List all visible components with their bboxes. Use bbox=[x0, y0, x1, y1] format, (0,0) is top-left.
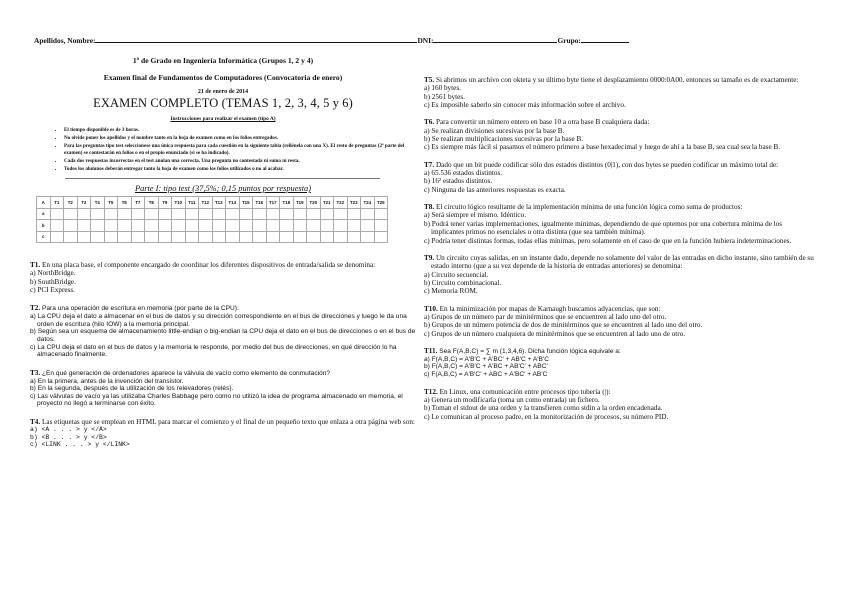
question-number: T1. bbox=[30, 261, 41, 269]
answer-grid-row bbox=[37, 208, 388, 220]
option-b: b) Podrá tener varias implementaciones, igualmente mínimas, dependiendo de que optemos por una cobertura mínima de los implicantes primos no esenciales u otra distinta (que sea también mínima). bbox=[424, 219, 783, 237]
answer-cell[interactable] bbox=[293, 231, 307, 243]
option-b: b) 2561 bytes. bbox=[424, 92, 465, 101]
answer-cell[interactable] bbox=[118, 231, 132, 243]
question-t11 bbox=[424, 347, 816, 379]
answer-cell[interactable] bbox=[239, 231, 253, 243]
exam-title: Examen final de Fundamentos de Computadores (Convocatoria de enero) bbox=[103, 73, 343, 82]
option-a: a) En la primera, antes de la invención del transistor. bbox=[30, 377, 184, 385]
apellidos-field[interactable] bbox=[95, 34, 417, 43]
question-number: T6. bbox=[424, 118, 435, 127]
answer-cell[interactable] bbox=[77, 220, 91, 232]
answer-cell[interactable] bbox=[280, 220, 294, 232]
question-stem: Para una operación de escritura en memoria (por parte de la CPU): bbox=[41, 305, 239, 313]
answer-cell[interactable] bbox=[118, 208, 132, 220]
grupo-field[interactable] bbox=[581, 34, 629, 43]
option-b: b) Toman el stdout de una orden y la transfieren como stdin a la orden encadenada. bbox=[424, 404, 663, 413]
instructions-heading: Instrucciones para realizar el examen (tipo A) bbox=[170, 116, 276, 122]
option-b: b) Según sea un esquema de almacenamiento little-endian o big-endian la CPU deja el dato en el bus de direcciones o en el bus de datos. bbox=[30, 328, 416, 343]
option-a: a) Genera un modificarla (toma un como entrada) un fichero. bbox=[424, 395, 600, 404]
question-stem: Sea F(A,B,C) = ∑ m (1,3,4,6). Dicha función lógica equivale a: bbox=[439, 347, 621, 355]
grid-col-header: T17 bbox=[266, 197, 280, 209]
question-number: T3. bbox=[30, 368, 41, 377]
answer-cell[interactable] bbox=[293, 208, 307, 220]
answer-cell[interactable] bbox=[347, 231, 361, 243]
option-c: c) Ninguna de las anteriores respuestas es exacta. bbox=[424, 185, 566, 194]
instruction-item: • No olvide poner los apellidos y el nombre tanto en la hoja de examen como en los folios entregados. bbox=[64, 135, 416, 142]
grid-col-header: T7 bbox=[131, 197, 145, 209]
question-number: T11. bbox=[424, 346, 438, 355]
answer-cell[interactable] bbox=[91, 220, 105, 232]
answer-cell[interactable] bbox=[293, 220, 307, 232]
answer-cell[interactable] bbox=[185, 231, 199, 243]
option-b: b) F(A,B,C) = A'B'C + A'BC + AB'C' + ABC' bbox=[424, 363, 548, 371]
answer-cell[interactable] bbox=[226, 208, 240, 220]
divider bbox=[65, 178, 380, 179]
grid-col-header: T25 bbox=[374, 197, 388, 209]
answer-cell[interactable] bbox=[347, 208, 361, 220]
option-b: b) SouthBridge. bbox=[30, 277, 76, 286]
answer-cell[interactable] bbox=[158, 208, 172, 220]
option-c: c) Es imposible saberlo sin conocer más información sobre el archivo. bbox=[424, 101, 626, 110]
question-stem: En la minimización por mapas de Karnaugh buscamos adyacencias, que son: bbox=[439, 304, 661, 313]
answer-cell[interactable] bbox=[239, 220, 253, 232]
answer-cell[interactable] bbox=[361, 231, 375, 243]
answer-cell[interactable] bbox=[145, 208, 159, 220]
student-header bbox=[34, 34, 814, 45]
answer-cell[interactable] bbox=[145, 231, 159, 243]
option-a: a) F(A,B,C) = A'B'C + A'BC' + AB'C + A'B'C bbox=[424, 355, 549, 363]
answer-cell[interactable] bbox=[77, 231, 91, 243]
option-c: c) La CPU deja el dato en el bus de datos y la memoria le responde, por medio del bus de direcciones, en qué dirección lo ha almacenado finalmente. bbox=[30, 343, 397, 359]
answer-cell[interactable] bbox=[226, 220, 240, 232]
grid-col-header: T21 bbox=[320, 197, 334, 209]
question-t10 bbox=[424, 305, 816, 338]
answer-cell[interactable] bbox=[199, 220, 213, 232]
answer-cell[interactable] bbox=[50, 208, 64, 220]
answer-cell[interactable] bbox=[347, 220, 361, 232]
answer-cell[interactable] bbox=[185, 220, 199, 232]
grid-col-header: T18 bbox=[280, 197, 294, 209]
instruction-item: • El tiempo disponible es de 3 horas. bbox=[64, 127, 416, 134]
answer-cell[interactable] bbox=[212, 208, 226, 220]
grid-col-header: T3 bbox=[77, 197, 91, 209]
instruction-item: • Para las preguntas tipo test seleccionese una única respuesta para cada cuestión en la siguiente tabla (rellénela con una X). El resto de preguntas (2ª parte del examen) se contestarán en folios o en el propio enunciado (si se ha indicado). bbox=[64, 143, 416, 157]
answer-cell[interactable] bbox=[307, 220, 321, 232]
answer-cell[interactable] bbox=[172, 220, 186, 232]
question-number: T7. bbox=[424, 160, 435, 169]
grupo-label: Grupo: bbox=[557, 36, 581, 45]
answer-cell[interactable] bbox=[374, 220, 388, 232]
answer-cell[interactable] bbox=[91, 208, 105, 220]
grid-row-label: b bbox=[37, 220, 51, 232]
grid-col-header: T15 bbox=[239, 197, 253, 209]
grid-col-header: T11 bbox=[185, 197, 199, 209]
answer-cell[interactable] bbox=[104, 208, 118, 220]
answer-grid-row bbox=[37, 231, 388, 243]
exam-date: 21 de enero de 2014 bbox=[197, 89, 249, 95]
grid-col-header: T14 bbox=[226, 197, 240, 209]
answer-grid bbox=[36, 196, 388, 243]
dni-label: DNI: bbox=[417, 36, 434, 45]
degree-title: 1º de Grado en Ingeniería Informática (Grupos 1, 2 y 4) bbox=[132, 56, 314, 65]
option-b: b) Se realizan multiplicaciones sucesivas por la base B. bbox=[424, 135, 584, 144]
grid-row-label: c bbox=[37, 231, 51, 243]
grid-col-header: T24 bbox=[361, 197, 375, 209]
grid-row-label: a bbox=[37, 208, 51, 220]
question-stem: En una placa base, el componente encargado de coordinar los diferentes dispositivos de entrada/salida se denomina: bbox=[41, 261, 376, 269]
option-a: a) La CPU deja el dato a almacenar en el bus de datos y su dirección correspondiente en el bus de direcciones y luego le da una orden de escritura (hilo IOW) a la memoria principal. bbox=[30, 313, 407, 328]
dni-field[interactable] bbox=[433, 34, 557, 43]
answer-grid-header-row bbox=[37, 197, 388, 209]
question-stem: Dado que un bit puede codificar sólo dos estados distintos (0|1), con dos bytes se pueden codificar un máximo total de: bbox=[435, 160, 779, 169]
option-c: c) Es siempre más fácil si pasamos el número primero a base hexadecimal y luego de ahí a la base B, sea cual sea la base B. bbox=[424, 143, 781, 152]
question-stem: ¿En qué generación de ordenadores aparece la válvula de vacío como elemento de conmutación? bbox=[41, 369, 331, 377]
answer-cell[interactable] bbox=[64, 231, 78, 243]
answer-cell[interactable] bbox=[361, 208, 375, 220]
question-t5 bbox=[424, 76, 816, 109]
answer-cell[interactable] bbox=[266, 208, 280, 220]
grid-col-header: T1 bbox=[50, 197, 64, 209]
question-stem: Las etiquetas que se emplean en HTML para marcar el comienzo y el final de un pequeño texto que enlaza a otra página web son: bbox=[41, 418, 415, 427]
option-a: a) NorthBridge. bbox=[30, 269, 76, 278]
answer-cell[interactable] bbox=[212, 220, 226, 232]
option-c: c) PCI Express. bbox=[30, 286, 75, 295]
instructions-list bbox=[30, 127, 416, 173]
answer-cell[interactable] bbox=[131, 231, 145, 243]
answer-cell[interactable] bbox=[361, 220, 375, 232]
answer-cell[interactable] bbox=[374, 208, 388, 220]
question-stem: Para convertir un número entero en base 10 a otra base B cualquiera dada: bbox=[435, 118, 650, 127]
option-a: a) <A . . . > y </A> bbox=[30, 426, 107, 434]
grid-col-header: T4 bbox=[91, 197, 105, 209]
question-number: T12. bbox=[424, 387, 438, 396]
answer-cell[interactable] bbox=[172, 208, 186, 220]
answer-cell[interactable] bbox=[145, 220, 159, 232]
part1-title: Parte I: tipo test (37,5%; 0,15 puntos por respuesta) bbox=[134, 184, 311, 193]
option-c: c) F(A,B,C) = A'B'C' + ABC + A'BC' + AB'C bbox=[424, 370, 548, 378]
grid-col-header: T8 bbox=[145, 197, 159, 209]
grid-col-header: T23 bbox=[347, 197, 361, 209]
exam-heading: EXAMEN COMPLETO (TEMAS 1, 2, 3, 4, 5 y 6) bbox=[93, 96, 353, 110]
answer-cell[interactable] bbox=[253, 220, 267, 232]
answer-cell[interactable] bbox=[253, 208, 267, 220]
answer-cell[interactable] bbox=[104, 231, 118, 243]
answer-cell[interactable] bbox=[77, 208, 91, 220]
answer-cell[interactable] bbox=[320, 231, 334, 243]
option-a: a) Circuito secuencial. bbox=[424, 270, 489, 279]
grid-col-header: T10 bbox=[172, 197, 186, 209]
right-column bbox=[424, 76, 816, 421]
answer-cell[interactable] bbox=[334, 231, 348, 243]
answer-cell[interactable] bbox=[64, 208, 78, 220]
option-a: a) 160 bytes. bbox=[424, 84, 461, 93]
answer-cell[interactable] bbox=[185, 208, 199, 220]
option-b: b) En la segunda, después de la utilización de los relevadores (relés). bbox=[30, 385, 234, 393]
answer-cell[interactable] bbox=[320, 220, 334, 232]
answer-cell[interactable] bbox=[374, 231, 388, 243]
answer-cell[interactable] bbox=[158, 220, 172, 232]
instruction-item: • Todos los alumnos deberán entregar tanto la hoja de examen como los folios utilizados o no al acabar. bbox=[64, 166, 416, 173]
grid-col-header: T22 bbox=[334, 197, 348, 209]
grid-col-header: T2 bbox=[64, 197, 78, 209]
question-t1 bbox=[30, 261, 416, 294]
grid-corner: A bbox=[37, 197, 51, 209]
answer-cell[interactable] bbox=[266, 231, 280, 243]
answer-cell[interactable] bbox=[158, 231, 172, 243]
instruction-item: • Cada dos respuestas incorrectas en el test anulan una correcta. Una pregunta no contestada ni suma ni resta. bbox=[64, 158, 416, 165]
option-c: c) <LINK . . . > y </LINK> bbox=[30, 441, 130, 449]
answer-cell[interactable] bbox=[91, 231, 105, 243]
option-b: b) Grupos de un número potencia de dos de minitérminos que se encuentren al lado uno del otro. bbox=[424, 321, 703, 330]
answer-grid-row bbox=[37, 220, 388, 232]
answer-cell[interactable] bbox=[172, 231, 186, 243]
question-stem: Si abrimos un archivo con okteta y su último byte tiene el desplazamiento 0000:0A00, entonces su tamaño es de exactamente: bbox=[435, 76, 799, 84]
answer-cell[interactable] bbox=[226, 231, 240, 243]
answer-cell[interactable] bbox=[307, 231, 321, 243]
question-t9 bbox=[424, 254, 816, 296]
grid-col-header: T16 bbox=[253, 197, 267, 209]
option-a: a) 65.536 estados distintos. bbox=[424, 169, 503, 178]
question-stem: En Linux, una comunicación entre procesos tipo tubería (|): bbox=[439, 387, 611, 396]
question-t7 bbox=[424, 161, 816, 194]
option-c: c) Grupos de un número cualquiera de minitérminos que se encuentren al lado uno de otro. bbox=[424, 329, 686, 338]
answer-cell[interactable] bbox=[307, 208, 321, 220]
answer-cell[interactable] bbox=[334, 208, 348, 220]
answer-cell[interactable] bbox=[131, 220, 145, 232]
answer-cell[interactable] bbox=[118, 220, 132, 232]
question-t6 bbox=[424, 118, 816, 151]
answer-cell[interactable] bbox=[50, 231, 64, 243]
question-stem: Un circuito cuyas salidas, en un instante dado, depende no solamente del valor de las entradas en dicho instante, sino también de su estado interno (que a su vez depende de la historia de entradas anteriores) se denomina: bbox=[431, 253, 814, 271]
option-c: c) Le comunican al proceso padre, en la monitorización de procesos, su número PID. bbox=[424, 412, 669, 421]
grid-col-header: T6 bbox=[118, 197, 132, 209]
answer-cell[interactable] bbox=[50, 220, 64, 232]
question-number: T2. bbox=[30, 304, 41, 313]
grid-col-header: T5 bbox=[104, 197, 118, 209]
option-b: b) <B . . . > y </B> bbox=[30, 433, 107, 441]
question-t3 bbox=[30, 369, 416, 408]
answer-cell[interactable] bbox=[131, 208, 145, 220]
answer-cell[interactable] bbox=[253, 231, 267, 243]
apellidos-label: Apellidos, Nombre: bbox=[34, 36, 96, 45]
question-number: T8. bbox=[424, 203, 435, 212]
question-number: T10. bbox=[424, 304, 438, 313]
answer-cell[interactable] bbox=[199, 208, 213, 220]
question-number: T9. bbox=[424, 253, 435, 262]
answer-cell[interactable] bbox=[280, 208, 294, 220]
answer-cell[interactable] bbox=[199, 231, 213, 243]
option-a: a) Grupos de un número par de minitérminos que se encuentren al lado uno del otro. bbox=[424, 312, 667, 321]
grid-col-header: T19 bbox=[293, 197, 307, 209]
option-b: b) 16² estados distintos. bbox=[424, 177, 493, 186]
answer-cell[interactable] bbox=[266, 220, 280, 232]
question-t8 bbox=[424, 203, 816, 245]
grid-col-header: T9 bbox=[158, 197, 172, 209]
option-b: b) Circuito combinacional. bbox=[424, 278, 502, 287]
grid-col-header: T13 bbox=[212, 197, 226, 209]
grid-col-header: T20 bbox=[307, 197, 321, 209]
option-c: c) Podría tener distintas formas, todas ellas mínimas, pero solamente en el caso de que en la función hubiera indeterminaciones. bbox=[424, 236, 792, 245]
question-stem: El circuito lógico resultante de la implementación mínima de una función lógica como suma de productos: bbox=[435, 203, 743, 212]
option-a: a) Se realizan divisiones sucesivas por la base B. bbox=[424, 126, 565, 135]
question-number: T5. bbox=[424, 76, 435, 84]
left-column bbox=[30, 56, 416, 449]
answer-cell[interactable] bbox=[104, 220, 118, 232]
answer-cell[interactable] bbox=[320, 208, 334, 220]
answer-cell[interactable] bbox=[280, 231, 294, 243]
answer-cell[interactable] bbox=[239, 208, 253, 220]
option-a: a) Será siempre el mismo. Idéntico. bbox=[424, 211, 526, 220]
option-c: c) Memoria ROM. bbox=[424, 287, 478, 296]
answer-cell[interactable] bbox=[334, 220, 348, 232]
grid-col-header: T12 bbox=[199, 197, 213, 209]
option-c: c) Las válvulas de vacío ya las utilizaba Charles Babbage pero como no utilizó la idea de programa almacenado en memoria, el proyecto no llegó a terminarse con éxito. bbox=[30, 392, 403, 408]
question-t2 bbox=[30, 304, 416, 358]
question-t4 bbox=[30, 418, 416, 449]
question-number: T4. bbox=[30, 418, 41, 427]
question-t12 bbox=[424, 388, 816, 421]
answer-cell[interactable] bbox=[212, 231, 226, 243]
answer-cell[interactable] bbox=[64, 220, 78, 232]
